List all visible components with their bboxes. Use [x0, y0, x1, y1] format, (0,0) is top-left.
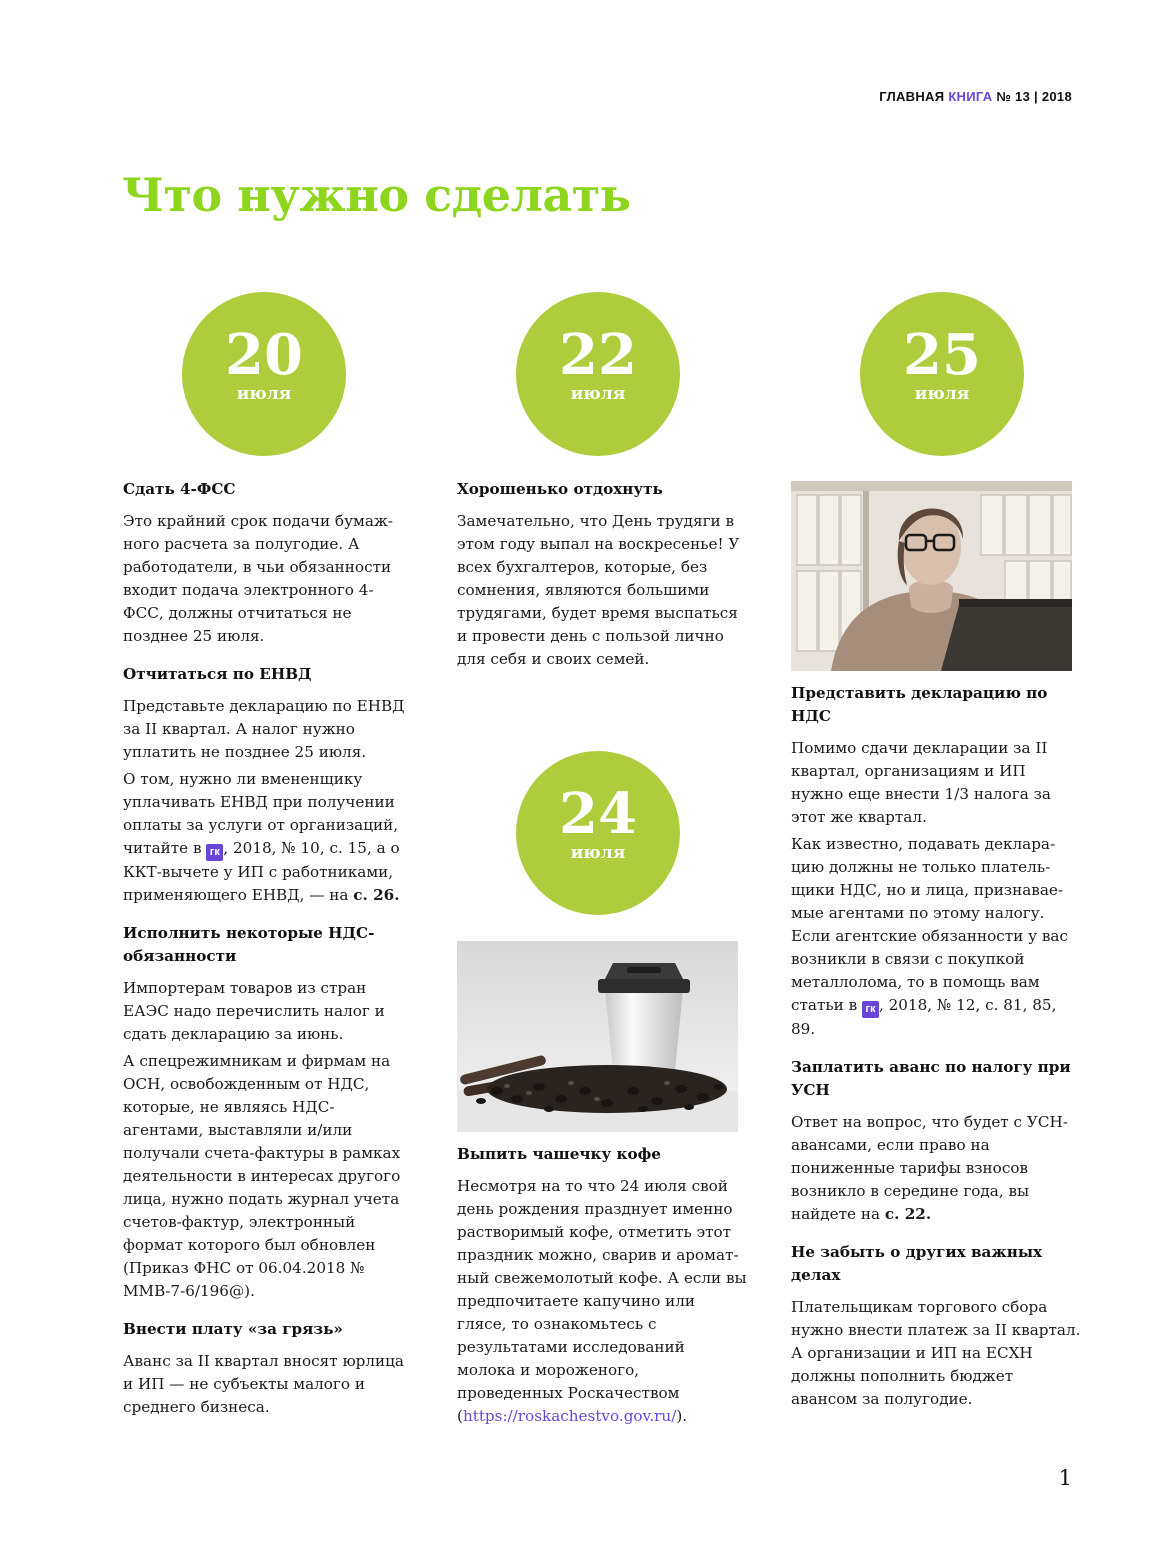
column-middle-bottom	[457, 1143, 747, 1443]
task-title: Заплатить аванс по налогу при УСН	[791, 1058, 1071, 1099]
task-coffee	[457, 1143, 747, 1428]
masthead-brand: ГЛАВНАЯ	[879, 89, 945, 104]
task-text: Несмотря на то что 24 июля свой день рождения празднует именно растворимый кофе, отметить этот праздник можно, сварив и ароматный свежемолотый кофе. А если вы предпочитаете капучино или глясе, то ознакомьтесь с результатами исследований молока и мороженого, проведенных Роскачеством (https://roskachestvo.gov.ru/).	[457, 1177, 747, 1425]
accountant-photo	[791, 481, 1072, 671]
task-dirt-fee	[123, 1318, 408, 1419]
page-number: 1	[1058, 1466, 1072, 1490]
coffee-cup-image	[457, 941, 738, 1132]
date-month: июля	[570, 384, 626, 404]
task-title: Не забыть о других важных делах	[791, 1243, 1043, 1284]
page-ref: с. 22.	[884, 1205, 932, 1223]
task-usn-advance	[791, 1056, 1081, 1226]
task-text-ref: Как известно, подавать декларацию должны не только плательщики НДС, но и лица, признаваемые агентами по этому налогу. Если агентские обязанности у вас возникли в связи с покупкой металлолома, то в помощь вам статьи в гк , 2018, № 12, с. 81, 85, 89.	[791, 835, 1068, 1038]
task-text-ref: Ответ на вопрос, что будет с УСН-авансами, если право на пониженные тарифы взносов возникло в середине года, вы найдете на с. 22.	[791, 1113, 1068, 1223]
date-day: 20	[225, 322, 303, 388]
gk-magazine-icon: гк	[862, 1001, 879, 1018]
date-day: 24	[559, 781, 637, 847]
task-title: Отчитаться по ЕНВД	[123, 665, 312, 683]
task-title: Представить декларацию по НДС	[791, 684, 1048, 725]
task-text: Представьте декларацию по ЕНВД за II квартал. А налог нужно уплатить не позднее 25 июля.	[123, 697, 405, 761]
task-title: Внести плату «за грязь»	[123, 1320, 343, 1338]
date-circle-20	[182, 292, 346, 456]
page-ref: с. 26.	[353, 886, 400, 904]
task-title: Сдать 4-ФСС	[123, 480, 236, 498]
column-right	[791, 682, 1081, 1426]
task-4fss	[123, 478, 408, 648]
task-nds	[123, 922, 408, 1303]
task-text: Это крайний срок подачи бумажного расчета за полугодие. А работодатели, в чьи обязанности входит подача электронного 4-ФСС, должны отчитаться не позднее 25 июля.	[123, 512, 393, 645]
task-text-ref: О том, нужно ли вмененщику уплачивать ЕНВД при получении оплаты за услуги от организаций, читайте в гк , 2018, № 10, с. 15, а о ККТ-вычете у ИП с работниками, применяющего ЕНВД, — на с. 26.	[123, 770, 400, 904]
task-title: Выпить чашечку кофе	[457, 1145, 661, 1163]
masthead-brand-accent: КНИГА	[948, 89, 993, 104]
task-text: Импортерам товаров из стран ЕАЭС надо перечислить налог и сдать декларацию за июнь.	[123, 979, 385, 1043]
masthead-issue: № 13 | 2018	[996, 89, 1072, 104]
date-month: июля	[914, 384, 970, 404]
task-title: Исполнить некоторые НДС-обязанности	[123, 924, 375, 965]
task-text: Замечательно, что День трудяги в этом году выпал на воскресенье! У всех бухгалтеров, которые, без сомнения, являются большими трудягами, будет время выспаться и провести день с пользой лично для себя и своих семей.	[457, 512, 740, 668]
roskachestvo-link[interactable]: https://roskachestvo.gov.ru/	[462, 1407, 677, 1425]
date-circle-25	[860, 292, 1024, 456]
gk-magazine-icon: гк	[206, 844, 223, 861]
column-left	[123, 478, 408, 1434]
task-envd	[123, 663, 408, 907]
date-month: июля	[236, 384, 292, 404]
task-rest	[457, 478, 742, 671]
date-day: 25	[903, 322, 981, 388]
date-circle-22	[516, 292, 680, 456]
task-other	[791, 1241, 1081, 1411]
task-text: Аванс за II квартал вносят юрлица и ИП — не субъекты малого и среднего бизнеса.	[123, 1352, 404, 1416]
coffee-photo	[457, 941, 738, 1132]
date-day: 22	[559, 322, 637, 388]
woman-at-laptop-image	[791, 481, 1072, 671]
task-text: Плательщикам торгового сбора нужно внести платеж за II квартал. А организации и ИП на ЕСХН должны пополнить бюджет авансом за полугодие.	[791, 1298, 1081, 1408]
page-title: Что нужно сделать	[122, 168, 631, 222]
task-title: Хорошенько отдохнуть	[457, 480, 663, 498]
task-nds-declaration	[791, 682, 1081, 1041]
column-middle-top	[457, 478, 742, 686]
task-text: А спецрежимникам и фирмам на ОСН, освобожденным от НДС, которые, не являясь НДС-агентами, выставляли и/или получали счета-фактуры в рамках деятельности в интересах другого лица, нужно подать журнал учета счетов-фактур, электронный формат которого был обновлен (Приказ ФНС от 06.04.2018 № ММВ-7-6/196@).	[123, 1052, 401, 1300]
date-circle-24	[516, 751, 680, 915]
masthead	[879, 89, 1072, 104]
date-month: июля	[570, 843, 626, 863]
task-text: Помимо сдачи декларации за II квартал, организациям и ИП нужно еще внести 1/3 налога за этот же квартал.	[791, 739, 1051, 826]
